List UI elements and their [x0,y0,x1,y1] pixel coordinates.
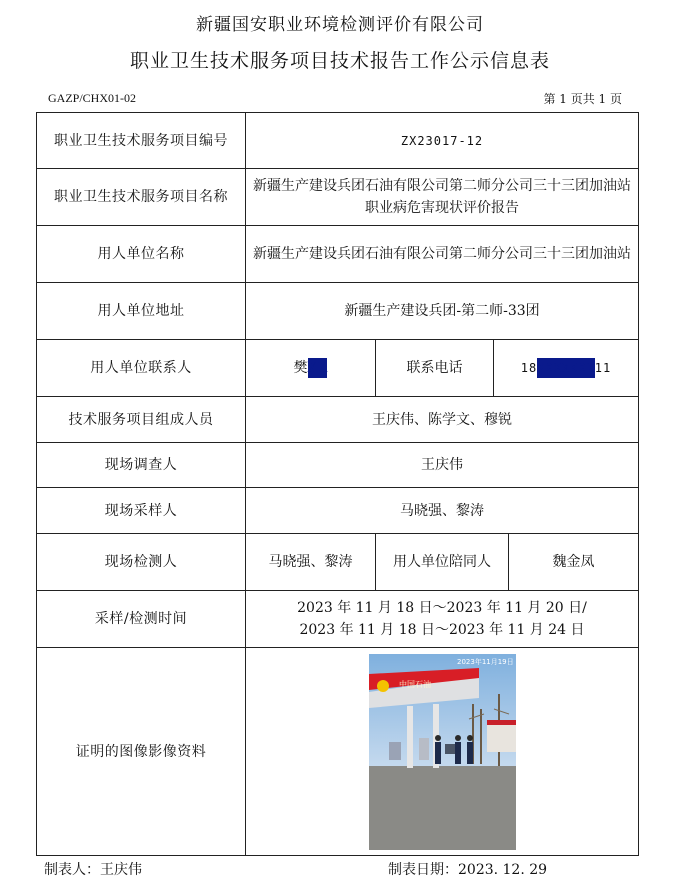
row-survey [37,443,639,488]
form-title: 职业卫生技术服务项目技术报告工作公示信息表 [129,50,550,72]
value-address: 新疆生产建设兵团-第二师-33团 [246,283,639,340]
time-line-2: 2023 年 11 月 18 日～2023 年 11 月 24 日 [299,622,585,638]
value-project-number: ZX23017-12 [246,113,639,169]
row-employer [37,226,639,283]
row-project-number [37,113,639,169]
phone-suffix: 11 [594,361,612,375]
label-address: 用人单位地址 [37,283,246,340]
label-testing: 现场检测人 [37,534,246,591]
label-survey: 现场调查人 [37,443,246,488]
label-team: 技术服务项目组成人员 [37,397,246,443]
contact-redaction: XX [307,360,328,376]
value-contact [246,340,376,397]
photo-timestamp: 2023年11月19日 [456,657,514,666]
phone-redaction: XXXXXXX [537,358,595,378]
label-project-name: 职业卫生技术服务项目名称 [37,169,246,226]
photo-cell [246,648,639,856]
label-project-number: 职业卫生技术服务项目编号 [37,113,246,169]
label-phone: 联系电话 [376,340,494,397]
prepared-date: 制表日期：2023. 12. 29 [388,862,548,878]
row-team [37,397,639,443]
label-sampling: 现场采样人 [37,488,246,534]
value-sampling: 马晓强、黎涛 [246,488,639,534]
row-photo [37,648,639,856]
info-table [36,112,639,856]
company-name: 新疆国安职业环境检测评价有限公司 [196,15,484,35]
site-photo [369,654,516,850]
value-escort: 魏金凤 [509,534,639,591]
value-team: 王庆伟、陈学文、穆锐 [246,397,639,443]
row-sampling [37,488,639,534]
phone-prefix: 18 [520,361,538,375]
row-address [37,283,639,340]
petrochina-logo-icon [377,680,389,692]
value-employer: 新疆生产建设兵团石油有限公司第二师分公司三十三团加油站 [246,226,639,283]
value-project-name: 新疆生产建设兵团石油有限公司第二师分公司三十三团加油站职业病危害现状评价报告 [246,169,639,226]
document-code: GAZP/CHX01-02 [48,91,137,105]
label-escort: 用人单位陪同人 [376,534,509,591]
value-time [246,591,639,648]
label-photo: 证明的图像影像资料 [37,648,246,856]
value-survey: 王庆伟 [246,443,639,488]
row-testing [37,534,639,591]
value-phone [494,340,639,397]
station-sign: 中国石油 [398,679,431,689]
row-contact [37,340,639,397]
row-project-name [37,169,639,226]
label-time: 采样/检测时间 [37,591,246,648]
page-indicator: 第 1 页共 1 页 [543,92,622,106]
label-employer: 用人单位名称 [37,226,246,283]
prepared-by: 制表人：王庆伟 [44,862,142,878]
label-contact: 用人单位联系人 [37,340,246,397]
value-testing: 马晓强、黎涛 [246,534,376,591]
row-time [37,591,639,648]
gas-station-photo-image [369,654,516,850]
time-line-1: 2023 年 11 月 18 日～2023 年 11 月 20 日/ [297,600,587,616]
contact-visible: 樊 [293,360,308,376]
